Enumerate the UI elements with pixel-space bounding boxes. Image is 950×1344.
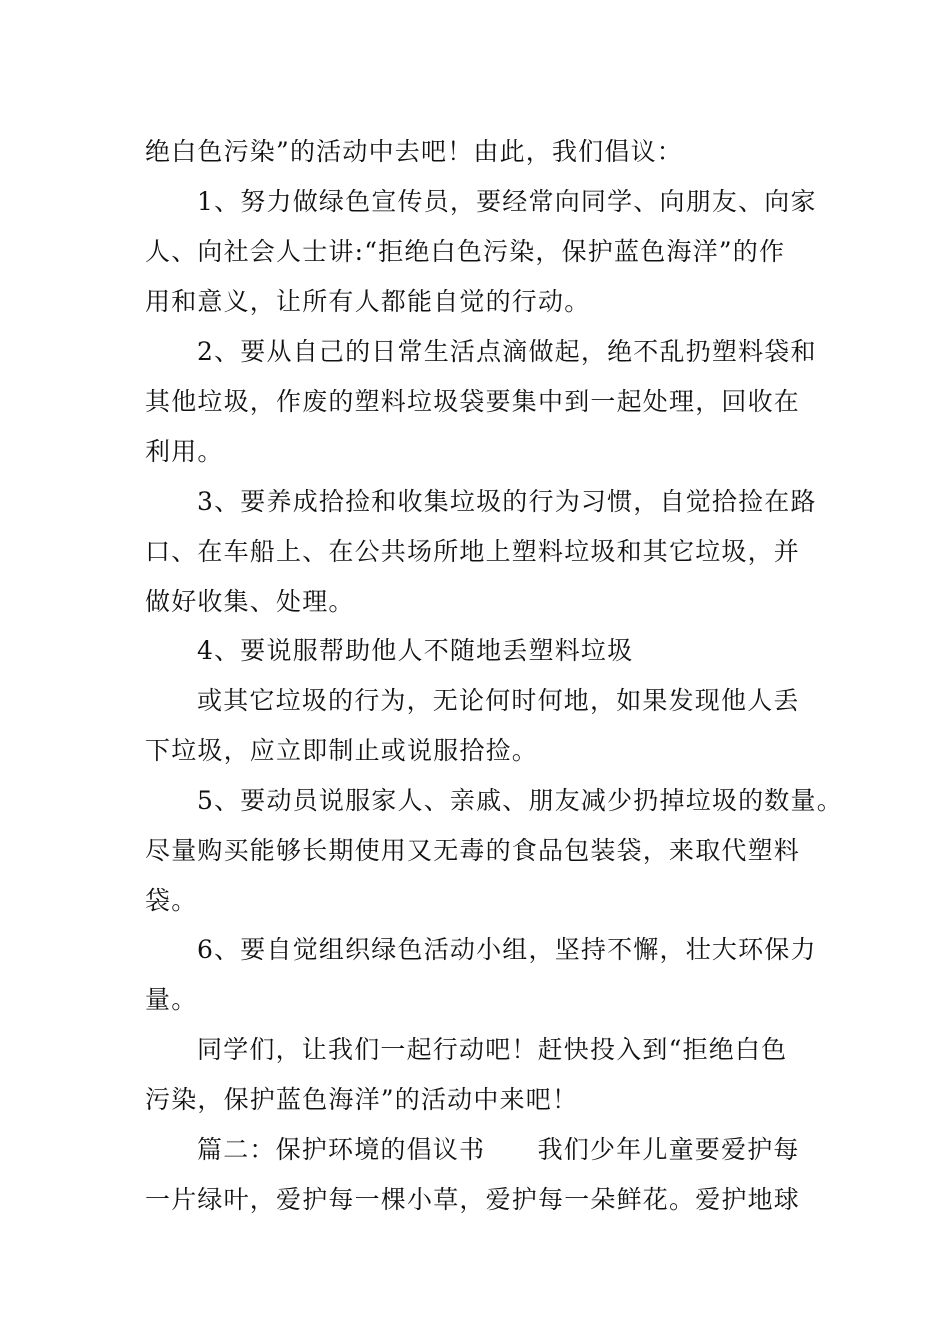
text-line: 人、向社会人士讲:“拒绝白色污染，保护蓝色海洋”的作	[145, 237, 786, 266]
text-line: 同学们，让我们一起行动吧！赶快投入到“拒绝白色	[197, 1035, 788, 1064]
text-line: 袋。	[145, 886, 198, 915]
text-line: 4、要说服帮助他人不随地丢塑料垃圾	[197, 636, 634, 665]
text-line: 利用。	[145, 437, 224, 466]
text-line: 做好收集、处理。	[145, 587, 355, 616]
text-line: 1、努力做绿色宣传员，要经常向同学、向朋友、向家	[197, 187, 817, 216]
text-line: 6、要自觉组织绿色活动小组，坚持不懈，壮大环保力	[197, 935, 817, 964]
text-line: 口、在车船上、在公共场所地上塑料垃圾和其它垃圾，并	[145, 537, 801, 566]
text-line: 用和意义，让所有人都能自觉的行动。	[145, 287, 591, 316]
text-line: 污染，保护蓝色海洋”的活动中来吧！	[145, 1085, 579, 1114]
text-line: 下垃圾，应立即制止或说服拾捡。	[145, 736, 539, 765]
text-line: 量。	[145, 985, 198, 1014]
text-line: 其他垃圾，作废的塑料垃圾袋要集中到一起处理，回收在	[145, 387, 801, 416]
text-line: 篇二：保护环境的倡议书 我们少年儿童要爱护每	[197, 1135, 800, 1164]
text-line: 绝白色污染”的活动中去吧！由此，我们倡议：	[145, 137, 683, 166]
text-line: 5、要动员说服家人、亲戚、朋友减少扔掉垃圾的数量。	[197, 786, 843, 815]
text-line: 或其它垃圾的行为，无论何时何地，如果发现他人丢	[197, 686, 800, 715]
text-line: 一片绿叶，爱护每一棵小草，爱护每一朵鲜花。爱护地球	[145, 1185, 801, 1214]
text-line: 3、要养成拾捡和收集垃圾的行为习惯，自觉拾捡在路	[197, 487, 817, 516]
text-line: 尽量购买能够长期使用又无毒的食品包装袋，来取代塑料	[145, 836, 801, 865]
text-line: 2、要从自己的日常生活点滴做起，绝不乱扔塑料袋和	[197, 337, 817, 366]
